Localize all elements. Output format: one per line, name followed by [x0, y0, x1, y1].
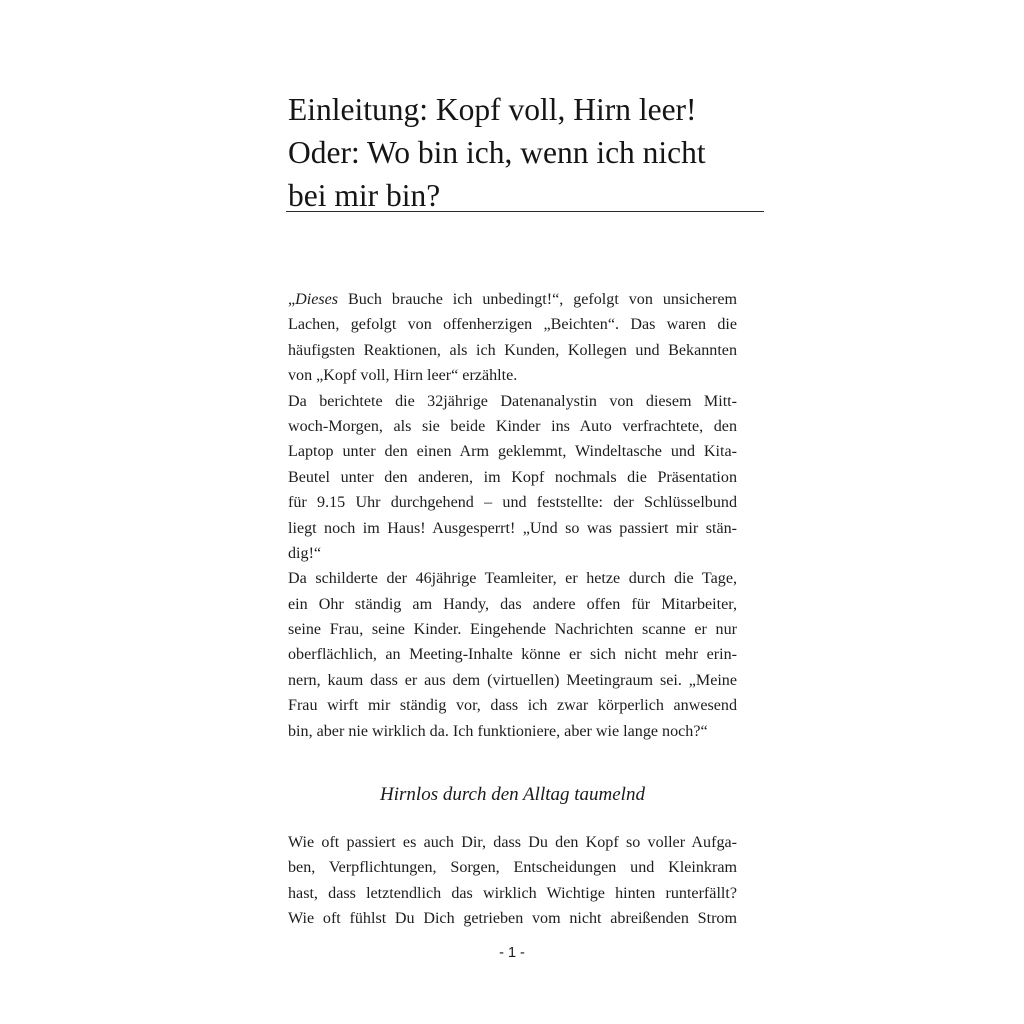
text-line: für 9.15 Uhr durchgehend – und feststellte: der Schlüsselbund: [288, 494, 737, 512]
chapter-title-line: bei mir bin?: [288, 178, 441, 213]
chapter-title-line: Oder: Wo bin ich, wenn ich nicht: [288, 135, 706, 170]
text-line: häufigsten Reaktionen, als ich Kunden, Kollegen und Bekannten: [288, 341, 737, 359]
chapter-title-line: Einleitung: Kopf voll, Hirn leer!: [288, 92, 697, 127]
text-line: seine Frau, seine Kinder. Eingehende Nachrichten scanne er nur: [288, 621, 737, 639]
section-paragraph: [288, 830, 737, 932]
text-line: Frau wirft mir ständig vor, dass ich zwar körperlich anwesend: [288, 697, 737, 715]
text-line: Beutel unter den anderen, im Kopf nochmals die Präsentation: [288, 468, 737, 486]
chapter-title: [288, 88, 764, 217]
text-line: Lachen, gefolgt von offenherzigen „Beichten“. Das waren die: [288, 316, 737, 334]
intro-paragraphs: [288, 287, 737, 744]
text-line: nern, kaum dass er aus dem (virtuellen) Meetingraum sei. „Meine: [288, 671, 737, 689]
text-line: Da berichtete die 32jährige Datenanalystin von diesem Mitt-: [288, 392, 737, 410]
text-line: Laptop unter den einen Arm geklemmt, Windeltasche und Kita-: [288, 443, 737, 461]
text-line: bin, aber nie wirklich da. Ich funktioniere, aber wie lange noch?“: [288, 722, 708, 740]
text-line: oberflächlich, an Meeting-Inhalte könne er sich nicht mehr erin-: [288, 646, 737, 664]
text-line: ein Ohr ständig am Handy, das andere offen für Mitarbeiter,: [288, 595, 737, 613]
text-line: von „Kopf voll, Hirn leer“ erzählte.: [288, 367, 518, 385]
emphasized-word: Dieses: [295, 291, 339, 308]
page-number: - 1 -: [499, 945, 525, 961]
text-line: ben, Verpflichtungen, Sorgen, Entscheidungen und Kleinkram: [288, 859, 737, 877]
title-underline: [286, 211, 764, 212]
text-line: Wie oft passiert es auch Dir, dass Du den Kopf so voller Aufga-: [288, 834, 737, 851]
text-line-rest: Buch brauche ich unbedingt!“, gefolgt von unsicherem: [338, 291, 737, 308]
text-line: hast, dass letztendlich das wirklich Wichtige hinten runterfällt?: [288, 884, 737, 902]
text-line: liegt noch im Haus! Ausgesperrt! „Und so was passiert mir stän-: [288, 519, 737, 537]
text-line: dig!“: [288, 544, 322, 562]
text-line: Da schilderte der 46jährige Teamleiter, er hetze durch die Tage,: [288, 570, 737, 588]
text-line: [288, 287, 737, 312]
section-heading: Hirnlos durch den Alltag taumelnd: [380, 784, 645, 805]
opening-quote: „: [288, 291, 296, 308]
text-line: woch-Morgen, als sie beide Kinder ins Auto verfrachtete, den: [288, 417, 737, 435]
text-line: Wie oft fühlst Du Dich getrieben vom nicht abreißenden Strom: [288, 910, 737, 928]
